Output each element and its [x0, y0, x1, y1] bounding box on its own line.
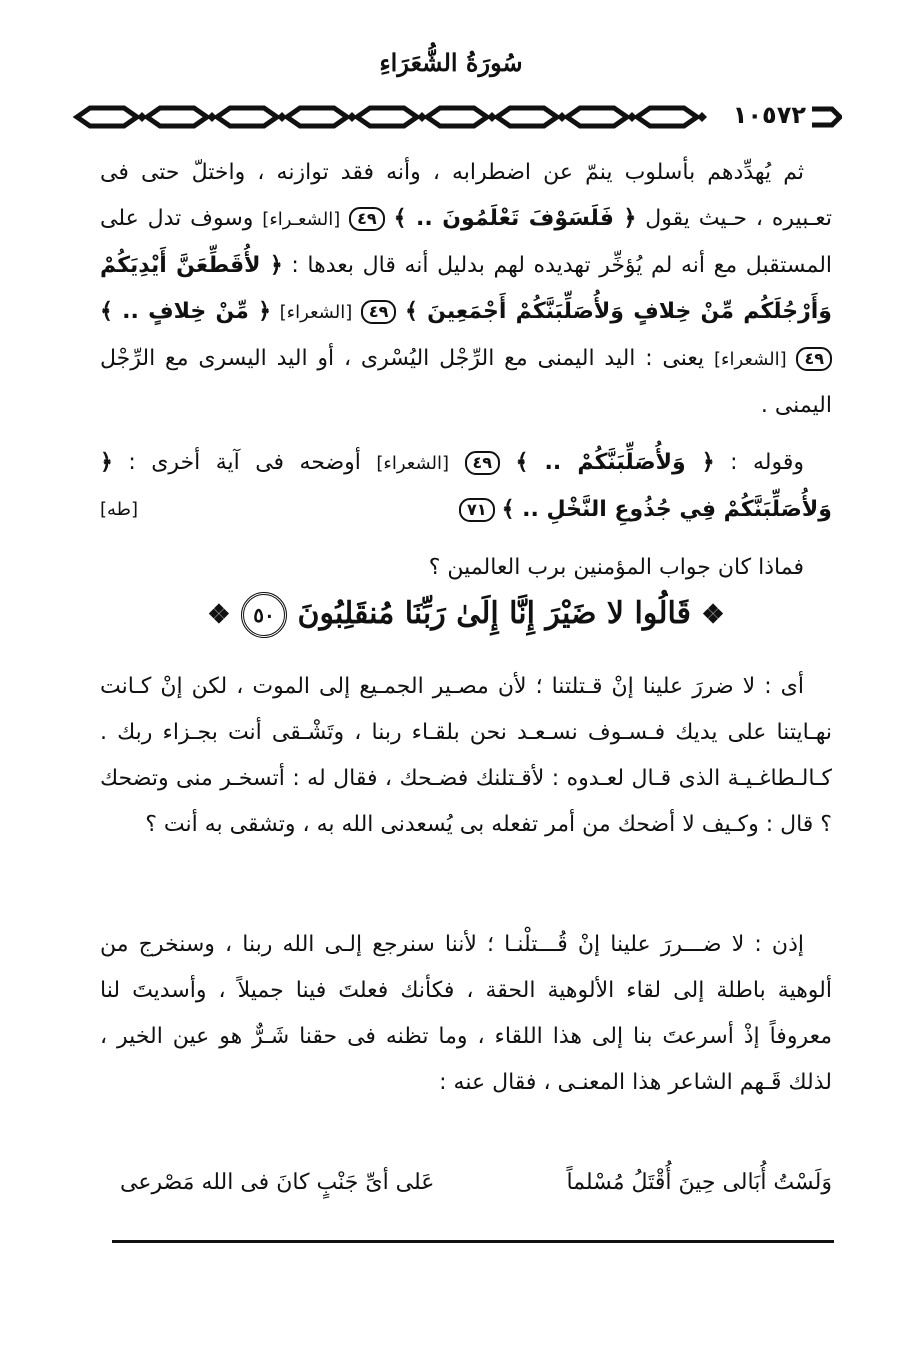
- ornament-icon: ❖: [207, 600, 231, 630]
- poem-hemistich-first: وَلَسْتُ أُبَالى حِينَ أُقْتَلُ مُسْلماً: [566, 1170, 832, 1195]
- surah-reference: [الشعـراء]: [262, 209, 341, 230]
- ayah-number-badge: ٤٩: [361, 300, 397, 324]
- highlighted-verse: [100, 592, 832, 638]
- text-line: اليُسْرى ، أو اليد اليسرى مع الرِّجْل اليمنى .: [100, 346, 832, 418]
- ornamental-header-band: [72, 95, 842, 139]
- poem-hemistich-second: عَلى أىِّ جَنْبٍ كانَ فى الله مَصْرعى: [120, 1170, 435, 1195]
- verse-text: قَالُوا لا ضَيْرَ إِنَّا إِلَىٰ رَبِّنَا مُنقَلِبُونَ: [297, 596, 691, 631]
- quran-quote: ﴿ مِّنْ خِلافٍ .. ﴾: [100, 299, 271, 324]
- text-line: بعدها :: [291, 253, 355, 278]
- ayah-number-badge: ٧١: [459, 498, 495, 522]
- paragraph-commentary: [100, 664, 832, 848]
- surah-reference: [طه]: [100, 499, 139, 520]
- text-line: وقوله :: [730, 450, 804, 475]
- surah-reference: [الشعراء]: [376, 453, 450, 474]
- text-line: أوضحه فى آية أخرى :: [128, 450, 361, 475]
- ayah-number-badge: ٤٩: [349, 207, 385, 231]
- quran-quote: ﴿ فَلَسَوْفَ تَعْلَمُونَ .. ﴾: [393, 206, 637, 231]
- text-line: فماذا كان جواب المؤمنين برب العالمين ؟: [428, 555, 804, 580]
- paragraph-conclusion: [100, 922, 832, 1106]
- paragraph-text: إذن : لا ضـــررَ علينا إنْ قُـــتلْنـا ؛ لأننا سنرجع إلـى الله ربنا ، وسنخرج من ألوهية باطلة إلى لقاء الألوهية الحقة ، فكأنك فعلتَ فينا جميلاً ، وأسديتَ لنا معروفاً إذْ أسرعتَ بنا إلى هذا اللقاء ، وما تظنه فى حقنا شَـرٌّ هو عين الخير ، لذلك قَـهم الشاعر هذا المعنـى ، فقال عنه :: [100, 932, 832, 1095]
- paragraph-crucifixion-note: [100, 440, 832, 533]
- ayah-number-badge: ٤٩: [796, 347, 832, 371]
- quran-quote: ﴿ لأُقَطِّعَنَّ أَيْدِيَكُمْ وَأَرْجُلَكُم مِّنْ خِلافٍ وَلأُصَلِّبَنَّكُمْ أَجْمَعِينَ ﴾: [100, 253, 832, 324]
- surah-reference: [الشعراء]: [713, 349, 787, 370]
- quran-quote: ﴿ وَلأُصَلِّبَنَّكُمْ .. ﴾: [515, 450, 715, 475]
- footer-rule: [112, 1240, 834, 1243]
- text-line: يعنى : اليد اليمنى مع الرِّجْل: [439, 346, 705, 371]
- text-line: ثم يُهدِّدهم بأسلوب ينمّ عن اضطرابه ، وأنه فقد توازنه ، واختلّ: [191, 160, 804, 185]
- ayah-number-badge: ٤٩: [465, 451, 501, 475]
- text-line: وسوف تدل على المستقبل مع أنه لم يُؤخِّر تهديده لهم بدليل أنه قال: [100, 206, 833, 278]
- paragraph-threat-explanation: [100, 150, 832, 429]
- poetry-verse: [100, 1170, 832, 1216]
- quran-quote: ﴿ وَلأُصَلِّبَنَّكُمْ فِي جُذُوعِ النَّخْلِ .. ﴾: [100, 450, 832, 522]
- ornament-icon: ❖: [701, 600, 725, 630]
- verse-number-medallion: ٥٠: [241, 592, 287, 638]
- page-number: ١٠٥٧٢: [727, 101, 812, 129]
- text-line: حتى فى تعـبيره ، حـيث يقول: [100, 160, 833, 231]
- surah-title: سُورَةُ الشُّعَرَاءِ: [379, 48, 523, 77]
- paragraph-text: أى : لا ضررَ علينا إنْ قـتلتنا ؛ لأن مصـير الجمـيع إلى الموت ، لكن إنْ كـانت نهـايتنا على يديك فـسـوف نسـعـد نحن بلقـاء ربنا ، وتَشْـقى أنت بجـزاء ربك . كـالـطاغـيـة الذى قـال لعـدوه : لأقـتلنك فضـحك ، فقال له : أتسخـر منى وتضحك ؟ قال : وكـيف لا أضحك من أمر تفعله بى يُسعدنى الله به ، وتشقى به أنت ؟: [100, 674, 832, 837]
- paragraph-question: [100, 545, 832, 591]
- surah-reference: [الشعراء]: [279, 302, 353, 323]
